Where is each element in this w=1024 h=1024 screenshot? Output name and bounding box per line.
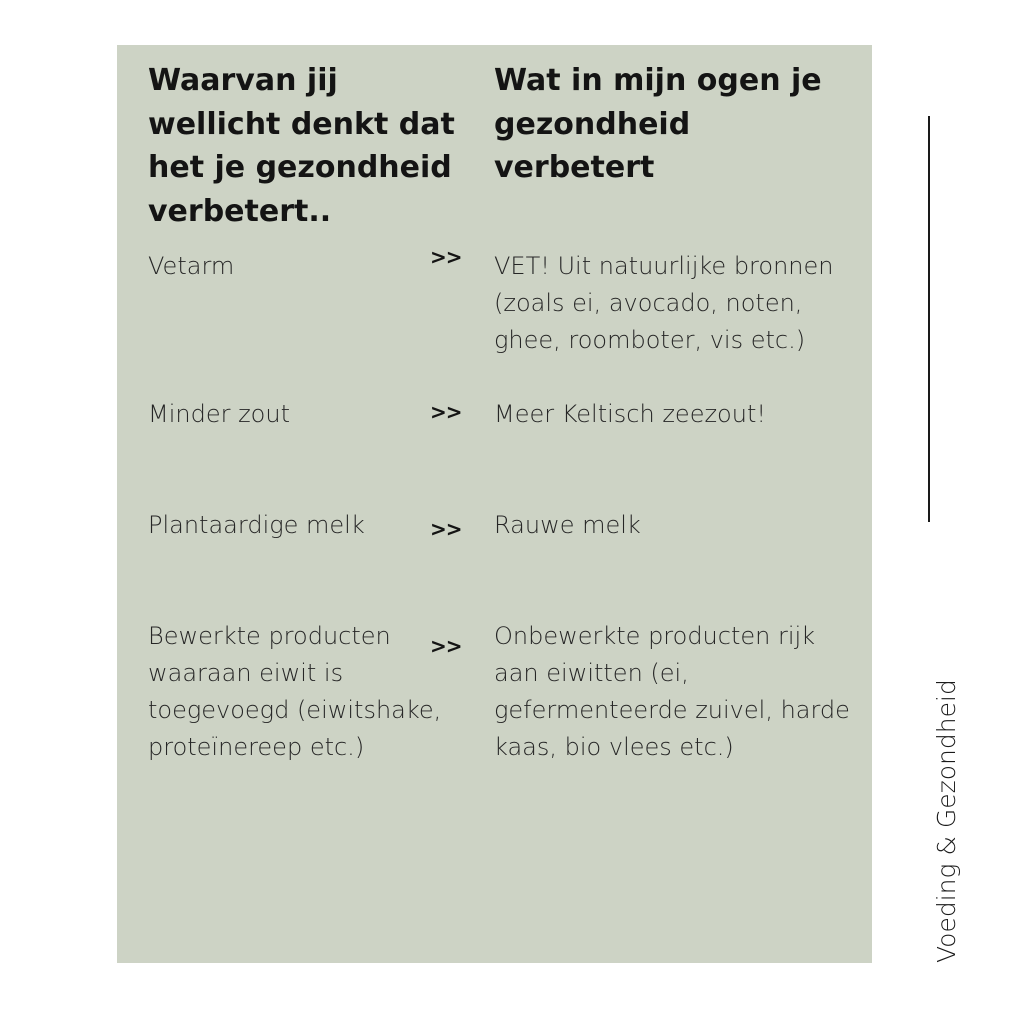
decorative-vertical-line [928, 116, 930, 522]
left-column-heading: Waarvan jij wellicht denkt dat het je gezondheid verbetert.. [148, 63, 455, 229]
side-label: Voeding & Gezondheid [932, 679, 961, 963]
row-3-left: Plantaardige melk [148, 511, 365, 539]
row-3-right: Rauwe melk [494, 511, 641, 539]
comparison-card [117, 45, 872, 963]
row-1-arrow: >> [430, 245, 462, 269]
right-column-heading: Wat in mijn ogen je gezondheid verbetert [494, 63, 822, 185]
row-2-left: Minder zout [148, 400, 290, 428]
row-2-right: Meer Keltisch zeezout! [494, 400, 766, 428]
row-4-right: Onbewerkte producten rijk aan eiwitten (ei, gefermenteerde zuivel, harde kaas, bio vlees etc.) [494, 622, 850, 761]
row-1-right: VET! Uit natuurlijke bronnen (zoals ei, avocado, noten, ghee, roomboter, vis etc.) [494, 252, 834, 354]
row-1-left: Vetarm [148, 252, 235, 280]
row-4-left: Bewerkte producten waaraan eiwit is toegevoegd (eiwitshake, proteïnereep etc.) [148, 622, 442, 761]
row-3-arrow: >> [430, 517, 462, 541]
row-4-arrow: >> [430, 634, 462, 658]
row-2-arrow: >> [430, 400, 462, 424]
